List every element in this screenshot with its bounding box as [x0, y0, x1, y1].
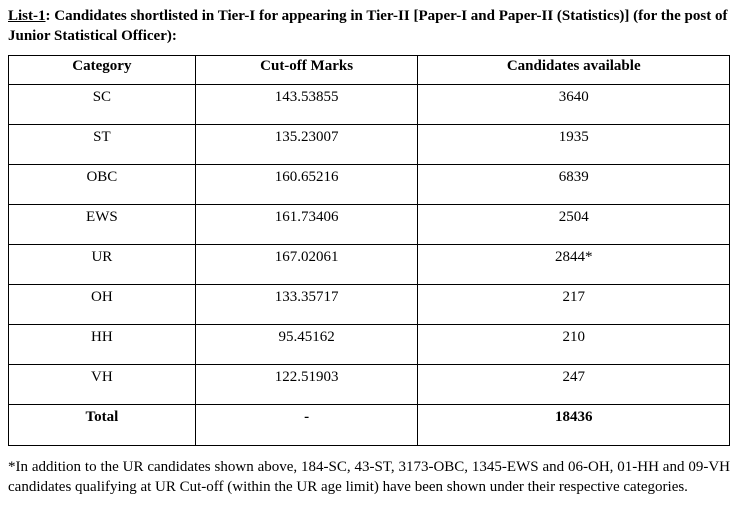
cutoff-table — [8, 55, 730, 446]
total-available-cell: 18436 — [418, 405, 730, 446]
total-cutoff-cell: - — [195, 405, 418, 446]
table-row — [9, 365, 730, 405]
category-cell: VH — [9, 365, 196, 405]
table-header-row — [9, 56, 730, 85]
table-row — [9, 245, 730, 285]
available-cell: 247 — [418, 365, 730, 405]
category-cell: SC — [9, 85, 196, 125]
cutoff-cell: 95.45162 — [195, 325, 418, 365]
table-row — [9, 285, 730, 325]
available-cell: 2504 — [418, 205, 730, 245]
list-heading — [8, 6, 744, 46]
total-row — [9, 405, 730, 446]
available-cell: 3640 — [418, 85, 730, 125]
table-row — [9, 205, 730, 245]
available-cell: 217 — [418, 285, 730, 325]
available-cell: 210 — [418, 325, 730, 365]
cutoff-cell: 122.51903 — [195, 365, 418, 405]
category-cell: EWS — [9, 205, 196, 245]
table-row — [9, 85, 730, 125]
category-cell: HH — [9, 325, 196, 365]
cutoff-cell: 160.65216 — [195, 165, 418, 205]
category-cell: ST — [9, 125, 196, 165]
header-category: Category — [9, 56, 196, 85]
category-cell: UR — [9, 245, 196, 285]
available-cell: 2844* — [418, 245, 730, 285]
table-row — [9, 125, 730, 165]
cutoff-cell: 167.02061 — [195, 245, 418, 285]
table-row — [9, 325, 730, 365]
list-label: List-1 — [8, 8, 46, 24]
footnote: *In addition to the UR candidates shown above, 184-SC, 43-ST, 3173-OBC, 1345-EWS and 06-OH, 01-HH and 09-VH candidates qualifying at UR Cut-off (within the UR age limit) have been shown under their respective categories. — [8, 459, 730, 495]
category-cell: OBC — [9, 165, 196, 205]
list-heading-text: : Candidates shortlisted in Tier-I for appearing in Tier-II [Paper-I and Paper-II (Statistics)] (for the post of Junior Statistical Officer): — [8, 8, 728, 44]
available-cell: 1935 — [418, 125, 730, 165]
total-label-cell: Total — [9, 405, 196, 446]
cutoff-cell: 135.23007 — [195, 125, 418, 165]
available-cell: 6839 — [418, 165, 730, 205]
cutoff-cell: 161.73406 — [195, 205, 418, 245]
cutoff-cell: 133.35717 — [195, 285, 418, 325]
header-cutoff-marks: Cut-off Marks — [195, 56, 418, 85]
category-cell: OH — [9, 285, 196, 325]
header-candidates-available: Candidates available — [418, 56, 730, 85]
table-row — [9, 165, 730, 205]
cutoff-cell: 143.53855 — [195, 85, 418, 125]
